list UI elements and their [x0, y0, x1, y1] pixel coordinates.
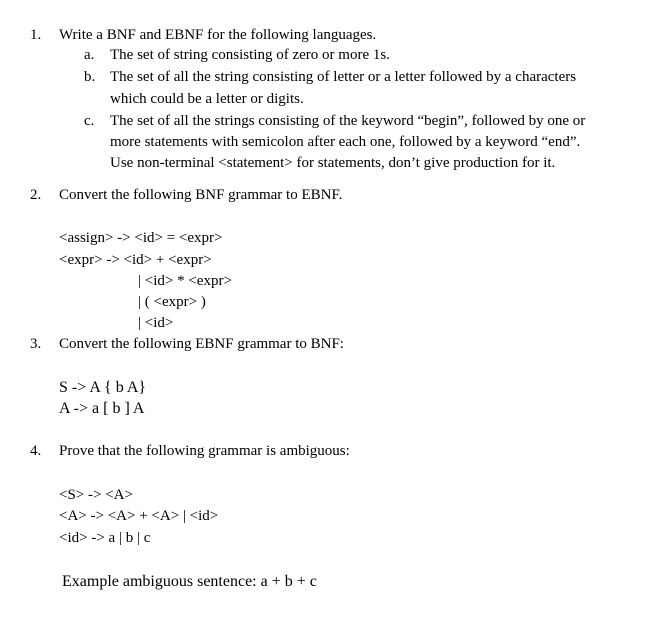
q4-grammar-line-2: <A> -> <A> + <A> | <id> — [59, 508, 219, 524]
q2-grammar-line-1: <assign> -> <id> = <expr> — [59, 230, 223, 246]
q4-grammar-line-1: <S> -> <A> — [59, 487, 133, 503]
q1-item-a-line-1: The set of string consisting of zero or more 1s. — [110, 47, 390, 63]
q1-text: Write a BNF and EBNF for the following languages. — [59, 27, 377, 43]
q4-text: Prove that the following grammar is ambiguous: — [59, 443, 350, 459]
q1-item-c-line-2: more statements with semicolon after each one, followed by a keyword “end”. — [110, 134, 581, 150]
q4-example: Example ambiguous sentence: a + b + c — [62, 573, 317, 590]
q1-item-c-label: c. — [84, 113, 95, 129]
q4-grammar-line-3: <id> -> a | b | c — [59, 530, 151, 546]
q2-text: Convert the following BNF grammar to EBNF. — [59, 187, 343, 203]
q1-item-c-line-3: Use non-terminal <statement> for statements, don’t give production for it. — [110, 155, 556, 171]
q3-text: Convert the following EBNF grammar to BNF: — [59, 336, 344, 352]
q4-number: 4. — [30, 443, 42, 459]
q3-grammar-line-1: S -> A { b A} — [59, 379, 147, 396]
q2-number: 2. — [30, 187, 42, 203]
q1-item-b-label: b. — [84, 69, 96, 85]
q2-grammar-line-2: <expr> -> <id> + <expr> — [59, 252, 212, 268]
q2-grammar-line-5: | <id> — [138, 315, 174, 331]
q1-item-c-line-1: The set of all the strings consisting of the keyword “begin”, followed by one or — [110, 113, 586, 129]
q1-item-b-line-2: which could be a letter or digits. — [110, 91, 304, 107]
q3-number: 3. — [30, 336, 42, 352]
q1-number: 1. — [30, 27, 42, 43]
q1-item-a-label: a. — [84, 47, 95, 63]
q2-grammar-line-3: | <id> * <expr> — [138, 273, 232, 289]
q1-item-b-line-1: The set of all the string consisting of letter or a letter followed by a characters — [110, 69, 577, 85]
q3-grammar-line-2: A -> a [ b ] A — [59, 400, 145, 417]
q2-grammar-line-4: | ( <expr> ) — [138, 294, 206, 310]
